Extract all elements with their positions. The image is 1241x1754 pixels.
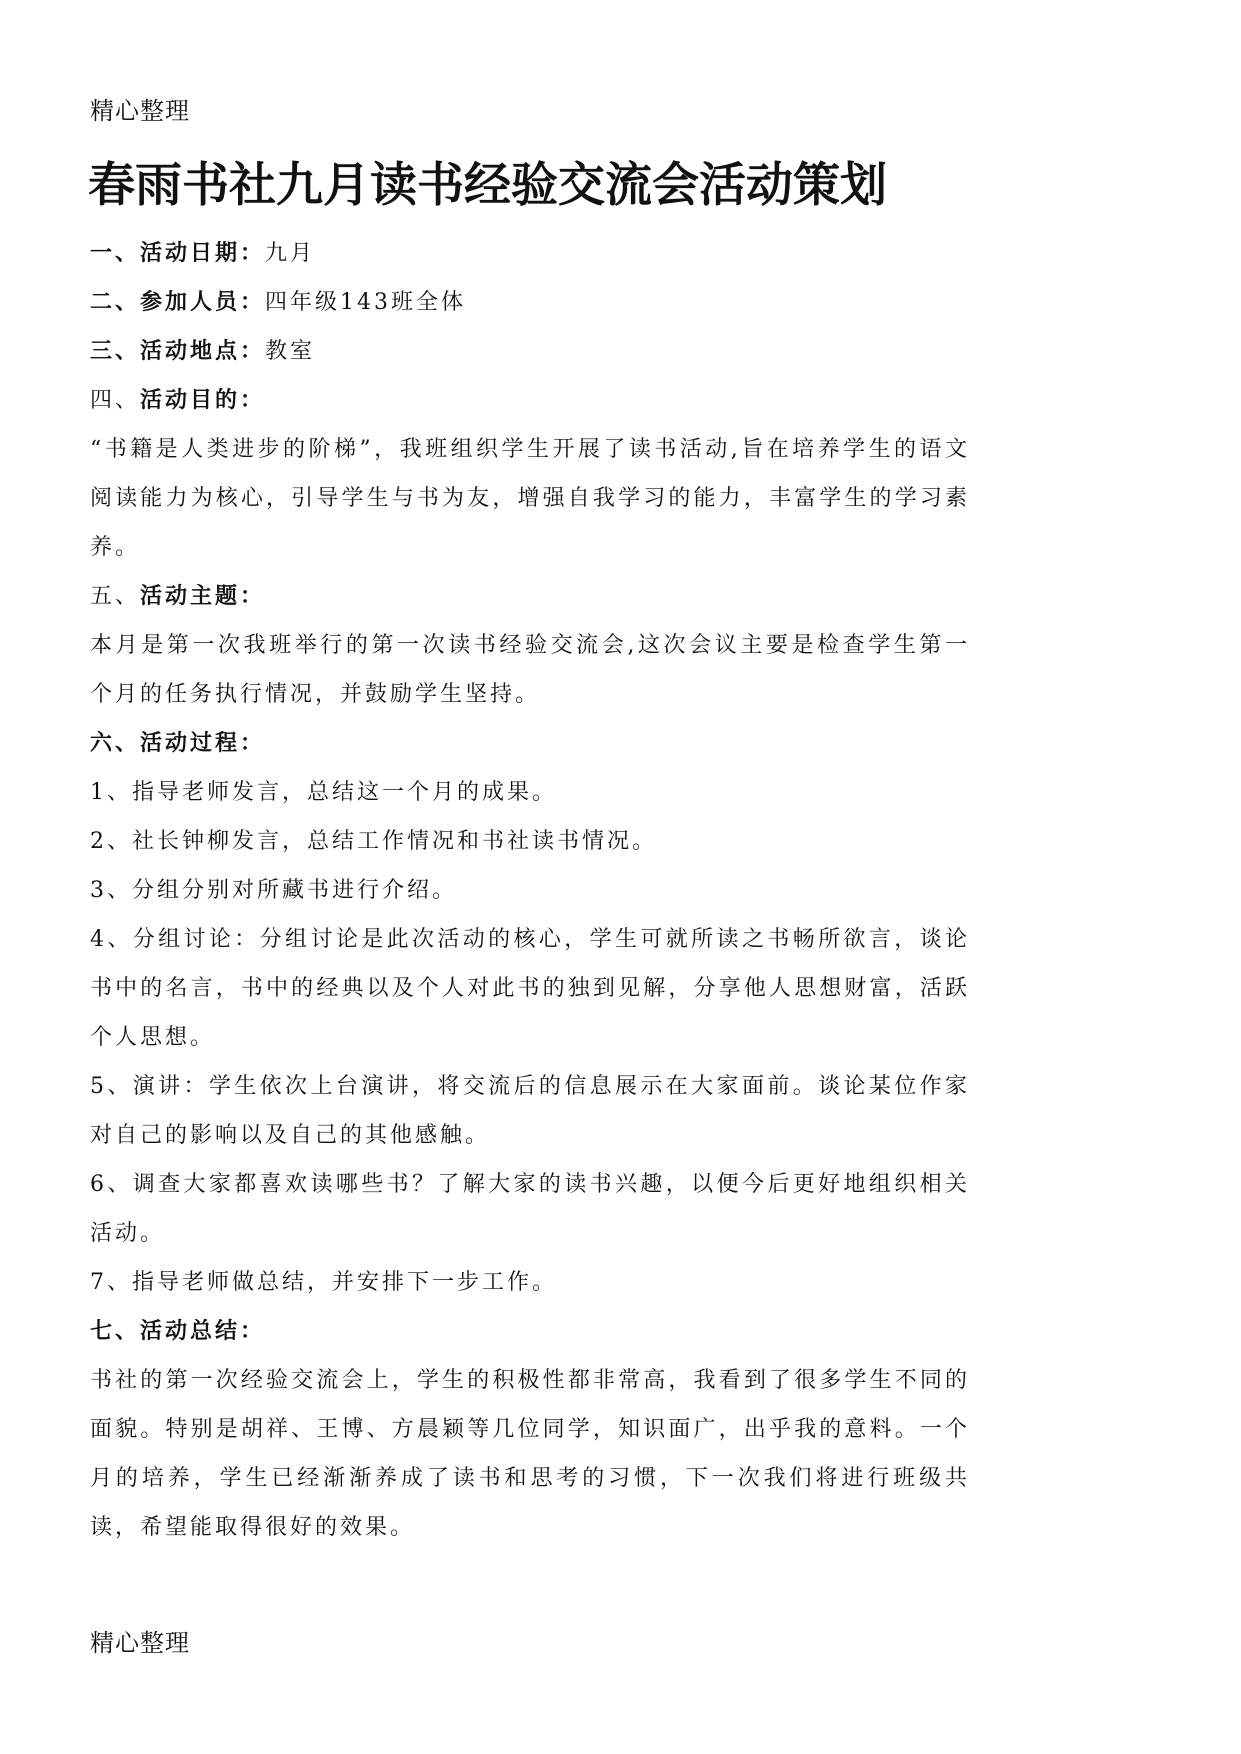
footer-note: 精心整理 bbox=[90, 1629, 190, 1657]
section-label: 三、活动地点： bbox=[90, 338, 266, 364]
process-step: 4、分组讨论：分组讨论是此次活动的核心，学生可就所读之书畅所欲言，谈论书中的名言，书中的经典以及个人对此书的独到见解，分享他人思想财富，活跃个人思想。 bbox=[90, 927, 970, 1050]
process-step: 1、指导老师发言，总结这一个月的成果。 bbox=[90, 780, 557, 805]
section-label: 一、活动日期： bbox=[90, 240, 266, 266]
section-summary-text: 书社的第一次经验交流会上，学生的积极性都非常高，我看到了很多学生不同的面貌。特别是胡祥、王博、方晨颖等几位同学，知识面广，出乎我的意料。一个月的培养，学生已经渐渐养成了读书和思考的习惯，下一次我们将进行班级共读，希望能取得很好的效果。 bbox=[90, 1368, 970, 1540]
section-location bbox=[90, 327, 970, 376]
section-purpose-text: “书籍是人类进步的阶梯”，我班组织学生开展了读书活动,旨在培养学生的语文阅读能力为核心，引导学生与书为友，增强自我学习的能力，丰富学生的学习素养。 bbox=[90, 437, 970, 560]
section-purpose-heading bbox=[90, 376, 970, 425]
section-value: 四年级143班全体 bbox=[265, 290, 467, 315]
section-label-prefix: 四、 bbox=[90, 388, 141, 413]
process-step: 5、演讲：学生依次上台演讲，将交流后的信息展示在大家面前。谈论某位作家对自己的影响以及自己的其他感触。 bbox=[90, 1074, 970, 1148]
section-theme-heading bbox=[90, 572, 970, 621]
section-summary-heading: 七、活动总结： bbox=[90, 1318, 266, 1344]
section-theme-text: 本月是第一次我班举行的第一次读书经验交流会,这次会议主要是检查学生第一个月的任务执行情况，并鼓励学生坚持。 bbox=[90, 633, 970, 707]
section-date bbox=[90, 229, 970, 278]
document-body bbox=[90, 229, 970, 1552]
section-label-prefix: 五、 bbox=[90, 584, 141, 609]
section-label: 活动主题： bbox=[140, 583, 266, 609]
process-step: 3、分组分别对所藏书进行介绍。 bbox=[90, 878, 457, 903]
process-step: 6、调查大家都喜欢读哪些书？了解大家的读书兴趣，以便今后更好地组织相关活动。 bbox=[90, 1172, 970, 1246]
header-note: 精心整理 bbox=[90, 97, 190, 125]
section-value: 九月 bbox=[265, 241, 316, 266]
process-step: 7、指导老师做总结，并安排下一步工作。 bbox=[90, 1270, 557, 1295]
section-value: 教室 bbox=[265, 339, 316, 364]
section-participants bbox=[90, 278, 970, 327]
page-title: 春雨书社九月读书经验交流会活动策划 bbox=[88, 158, 887, 213]
process-step: 2、社长钟柳发言，总结工作情况和书社读书情况。 bbox=[90, 829, 657, 854]
section-label: 活动目的： bbox=[140, 387, 266, 413]
section-label: 二、参加人员： bbox=[90, 289, 266, 315]
section-process-heading: 六、活动过程： bbox=[90, 730, 266, 756]
